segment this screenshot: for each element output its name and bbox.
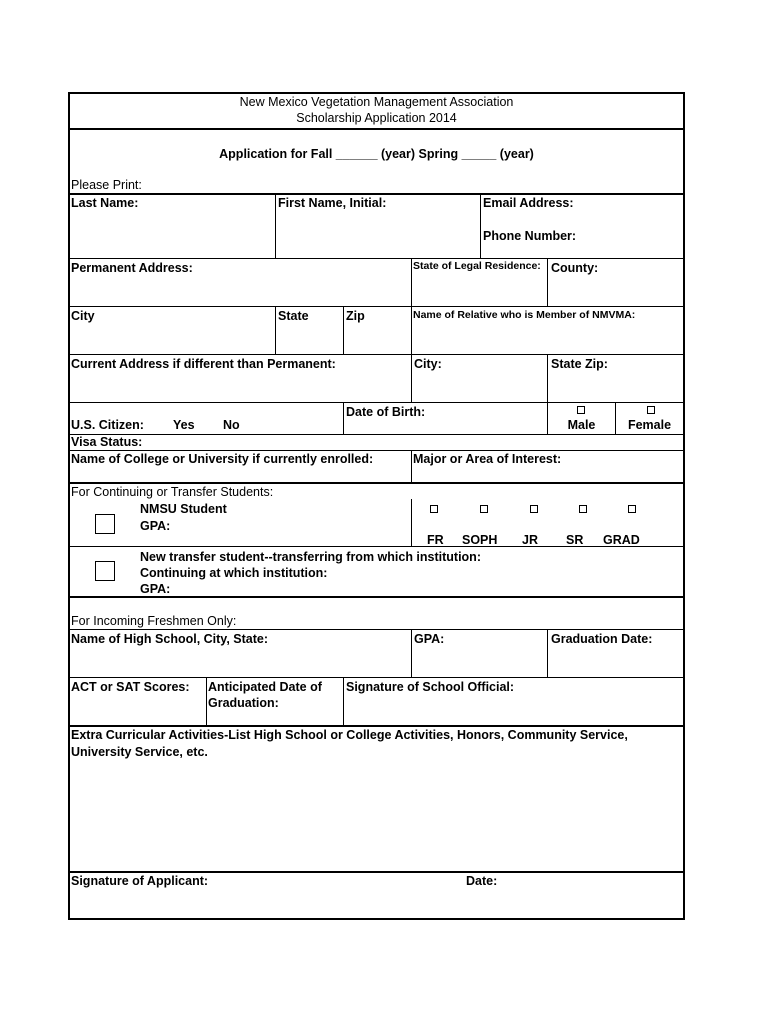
continuing-heading: For Continuing or Transfer Students: [71, 485, 274, 499]
county-label: County: [551, 261, 599, 275]
email-label: Email Address: [483, 196, 574, 210]
county-field[interactable] [548, 259, 683, 306]
first-name-label: First Name, Initial: [278, 196, 387, 210]
nmsu-student-checkbox[interactable] [95, 514, 115, 534]
first-name-field[interactable] [276, 194, 480, 258]
current-state-zip-label: State Zip: [551, 357, 608, 371]
nmsu-student-label: NMSU Student [140, 502, 227, 516]
act-sat-label: ACT or SAT Scores: [71, 680, 190, 694]
transfer-gpa-label: GPA: [140, 582, 171, 596]
nmsu-gpa-label: GPA: [140, 519, 171, 533]
class-soph-label: SOPH [462, 533, 498, 547]
city-field[interactable] [70, 307, 275, 354]
anticipated-graduation-field[interactable] [207, 678, 343, 725]
current-address-field[interactable] [70, 355, 411, 402]
phone-label: Phone Number: [483, 229, 577, 243]
high-school-field[interactable] [70, 630, 411, 677]
applicant-signature-label: Signature of Applicant: [71, 874, 209, 888]
female-checkbox[interactable] [647, 406, 655, 414]
class-grad-checkbox[interactable] [628, 505, 636, 513]
divider [411, 499, 412, 546]
date-of-birth-field[interactable] [344, 403, 547, 434]
divider [70, 546, 683, 547]
divider [70, 482, 683, 484]
class-sr-label: SR [566, 533, 584, 547]
relative-member-field[interactable] [412, 307, 683, 354]
extracurricular-label-line2: University Service, etc. [71, 745, 208, 759]
last-name-field[interactable] [70, 194, 275, 258]
last-name-label: Last Name: [71, 196, 139, 210]
female-label: Female [627, 418, 672, 432]
zip-field[interactable] [344, 307, 411, 354]
graduation-date-label: Graduation Date: [551, 632, 653, 646]
school-official-signature-label: Signature of School Official: [346, 680, 515, 694]
class-jr-label: JR [522, 533, 538, 547]
class-soph-checkbox[interactable] [480, 505, 488, 513]
male-label: Male [567, 418, 596, 432]
visa-status-field[interactable] [70, 435, 683, 451]
current-state-zip-field[interactable] [548, 355, 683, 402]
signature-date-field[interactable] [464, 873, 683, 918]
freshmen-heading: For Incoming Freshmen Only: [71, 614, 237, 628]
current-address-label: Current Address if different than Permanent: [71, 357, 336, 371]
transfer-student-label: New transfer student--transferring from which institution: [140, 550, 481, 564]
please-print-label: Please Print: [71, 178, 142, 192]
email-phone-field[interactable] [481, 194, 683, 258]
class-sr-checkbox[interactable] [579, 505, 587, 513]
date-of-birth-label: Date of Birth: [346, 405, 426, 419]
zip-label: Zip [346, 309, 365, 323]
graduation-date-field[interactable] [548, 630, 683, 677]
state-label: State [278, 309, 309, 323]
scholarship-application-form [68, 92, 685, 920]
state-legal-residence-field[interactable] [412, 259, 547, 306]
divider [70, 128, 683, 130]
freshman-gpa-label: GPA: [414, 632, 445, 646]
major-field[interactable] [412, 451, 683, 482]
form-title: Scholarship Application 2014 [296, 111, 457, 125]
class-grad-label: GRAD [603, 533, 640, 547]
anticipated-graduation-label: Graduation: [208, 696, 279, 710]
relative-member-label: Name of Relative who is Member of NMVMA: [413, 309, 636, 321]
visa-status-label: Visa Status: [71, 435, 143, 449]
citizen-no-option[interactable]: No [223, 418, 240, 432]
us-citizen-label: U.S. Citizen: [71, 418, 144, 432]
high-school-label: Name of High School, City, State: [71, 632, 269, 646]
org-name: New Mexico Vegetation Management Association [239, 95, 514, 109]
citizen-yes-option[interactable]: Yes [173, 418, 195, 432]
male-checkbox[interactable] [577, 406, 585, 414]
class-fr-label: FR [427, 533, 444, 547]
transfer-continuing-checkbox[interactable] [95, 561, 115, 581]
signature-date-label: Date: [466, 874, 498, 888]
class-fr-checkbox[interactable] [430, 505, 438, 513]
permanent-address-label: Permanent Address: [71, 261, 193, 275]
school-official-signature-field[interactable] [344, 678, 683, 725]
freshman-gpa-field[interactable] [412, 630, 547, 677]
state-field[interactable] [276, 307, 343, 354]
college-name-field[interactable] [70, 451, 411, 482]
anticipated-date-label: Anticipated Date of [208, 680, 322, 694]
act-sat-field[interactable] [70, 678, 206, 725]
city-label: City [71, 309, 95, 323]
state-legal-residence-label: State of Legal Residence: [413, 260, 541, 272]
class-jr-checkbox[interactable] [530, 505, 538, 513]
current-city-field[interactable] [412, 355, 547, 402]
applicant-signature-field[interactable] [70, 873, 464, 918]
term-line: Application for Fall ______ (year) Spring _____ (year) [219, 147, 534, 161]
divider [70, 596, 683, 598]
current-city-label: City: [414, 357, 442, 371]
continuing-institution-label: Continuing at which institution: [140, 566, 328, 580]
major-label: Major or Area of Interest: [413, 452, 562, 466]
extracurricular-field[interactable] [70, 727, 683, 871]
extracurricular-label-line1: Extra Curricular Activities-List High School or College Activities, Honors, Community Service, [71, 728, 628, 742]
college-name-label: Name of College or University if currently enrolled: [71, 452, 374, 466]
permanent-address-field[interactable] [70, 259, 411, 306]
